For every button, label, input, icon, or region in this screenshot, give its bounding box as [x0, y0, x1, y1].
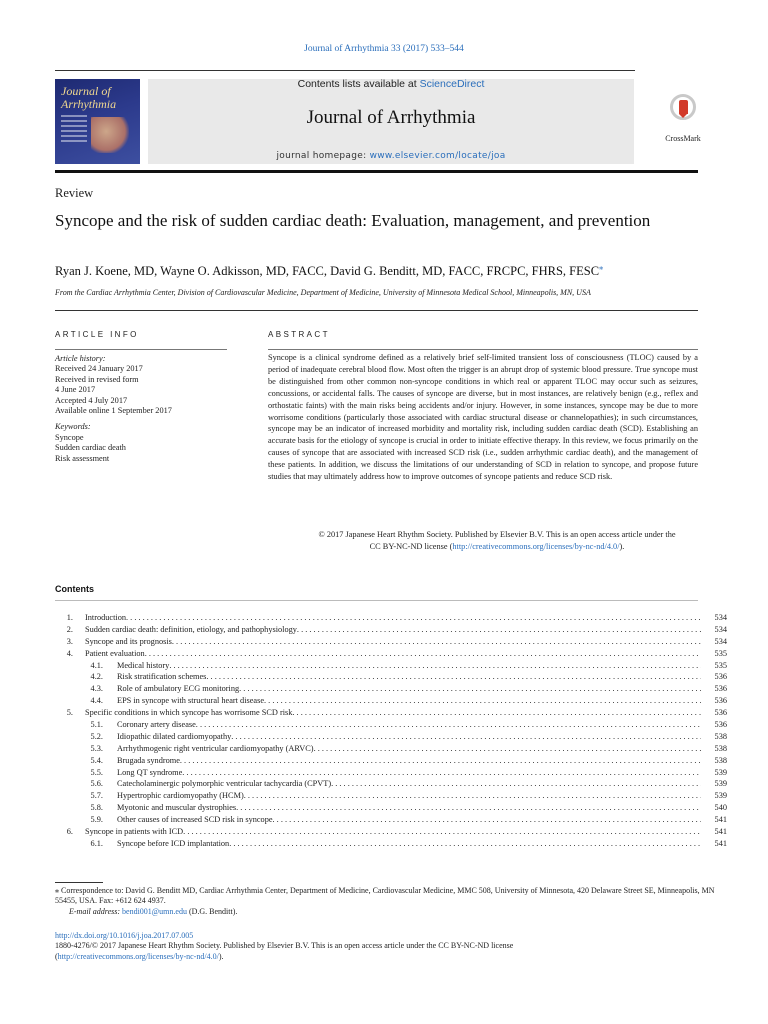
affiliation: From the Cardiac Arrhythmia Center, Division of Cardiovascular Medicine, Department of Medicine, University of Minnesota Medical School, Minneapolis, MN, USA	[55, 288, 591, 297]
toc-entry-page: 536	[714, 720, 727, 730]
toc-entry-number: 4.1.	[90, 660, 103, 670]
toc-entry-title[interactable]: EPS in syncope with structural heart disease	[117, 696, 265, 706]
toc-entry-title[interactable]: Long QT syndrome	[117, 767, 183, 777]
toc-entry[interactable]	[55, 648, 727, 660]
toc-entry[interactable]	[55, 731, 727, 743]
toc-entry-page: 534	[714, 613, 727, 622]
contents-rule	[55, 600, 698, 601]
keyword: Syncope	[55, 432, 84, 442]
crossmark-icon[interactable]	[670, 94, 696, 120]
toc-leader-dots	[239, 683, 701, 695]
toc-entry-page: 541	[714, 827, 727, 837]
toc-leader-dots	[331, 778, 701, 790]
toc-entry-number: 5.7.	[90, 791, 103, 801]
abstract-copyright	[268, 529, 726, 553]
toc-entry-title[interactable]: Syncope and its prognosis	[85, 636, 172, 646]
toc-entry[interactable]	[55, 767, 727, 779]
toc-entry[interactable]	[55, 695, 727, 707]
toc-entry[interactable]	[55, 612, 727, 624]
cover-title: Journal of Arrhythmia	[61, 84, 117, 111]
paper-title: Syncope and the risk of sudden cardiac death: Evaluation, management, and prevention	[55, 211, 651, 230]
history-item: Received 24 January 2017	[55, 364, 143, 374]
toc-entry-page: 541	[714, 838, 727, 848]
cover-text-lines	[61, 115, 87, 145]
crossmark-flag	[679, 100, 688, 114]
history-item: Accepted 4 July 2017	[55, 395, 128, 405]
toc-leader-dots	[231, 731, 701, 743]
email-link[interactable]: bendi001@umn.edu	[122, 906, 187, 916]
toc-entry-number: 6.1.	[90, 838, 103, 848]
doi-license-line	[55, 952, 727, 962]
toc-entry[interactable]	[55, 790, 727, 802]
toc-entry-number: 1.	[66, 613, 73, 622]
toc-entry-number: 4.3.	[90, 684, 103, 694]
history-item: Available online 1 September 2017	[55, 406, 172, 416]
journal-reference[interactable]: Journal of Arrhythmia 33 (2017) 533–544	[304, 44, 464, 54]
toc-entry-title[interactable]: Brugada syndrome	[117, 755, 180, 765]
copyright-line: © 2017 Japanese Heart Rhythm Society. Published by Elsevier B.V. This is an open access article under the	[318, 530, 676, 539]
toc-entry[interactable]	[55, 755, 727, 767]
license-prefix: CC BY-NC-ND license (	[369, 541, 453, 551]
doi-license-link[interactable]: http://creativecommons.org/licenses/by-nc-nd/4.0/	[57, 951, 219, 961]
toc-entry-title[interactable]: Catecholaminergic polymorphic ventricular tachycardia (CPVT)	[117, 779, 332, 789]
abstract-heading: ABSTRACT	[268, 330, 330, 339]
corresponding-author-mark[interactable]: ⁎	[599, 263, 604, 272]
toc-entry-number: 4.4.	[90, 696, 103, 706]
issn-license-line: 1880-4276/© 2017 Japanese Heart Rhythm Society. Published by Elsevier B.V. This is an open access article under the CC BY-NC-ND license	[55, 941, 514, 951]
header-divider	[55, 70, 635, 71]
table-of-contents	[55, 612, 727, 850]
toc-entry-title[interactable]: Introduction	[85, 613, 127, 622]
doi-license-suffix: ).	[218, 951, 224, 961]
toc-entry[interactable]	[55, 719, 727, 731]
toc-entry-title[interactable]: Hypertrophic cardiomyopathy (HCM)	[117, 791, 244, 801]
toc-entry-page: 534	[714, 636, 727, 646]
journal-title: Journal of Arrhythmia	[306, 107, 476, 128]
toc-entry-page: 541	[714, 815, 727, 825]
toc-entry-title[interactable]: Syncope before ICD implantation	[117, 838, 230, 848]
homepage-label: journal homepage:	[276, 151, 370, 161]
toc-entry[interactable]	[55, 826, 727, 838]
sciencedirect-link[interactable]: ScienceDirect	[419, 78, 485, 90]
toc-entry-page: 534	[714, 624, 727, 634]
toc-entry-number: 5.8.	[90, 803, 103, 813]
toc-leader-dots	[172, 636, 701, 648]
toc-leader-dots	[236, 802, 701, 814]
abstract-rule	[268, 349, 698, 350]
toc-entry[interactable]	[55, 778, 727, 790]
toc-entry-number: 5.	[66, 708, 73, 718]
toc-entry-number: 5.9.	[90, 815, 103, 825]
article-type: Review	[55, 186, 94, 200]
toc-entry-page: 539	[714, 779, 727, 789]
toc-entry-title[interactable]: Other causes of increased SCD risk in syncope	[117, 815, 273, 825]
toc-leader-dots	[145, 648, 701, 660]
toc-entry-title[interactable]: Specific conditions in which syncope has worrisome SCD risk	[85, 708, 293, 718]
toc-entry-number: 4.2.	[90, 672, 103, 682]
toc-entry-page: 539	[714, 767, 727, 777]
correspondence-text	[55, 886, 727, 907]
toc-leader-dots	[126, 612, 701, 624]
toc-entry-title[interactable]: Syncope in patients with ICD	[85, 827, 184, 837]
toc-leader-dots	[180, 755, 701, 767]
cover-heart-graphic	[91, 117, 129, 153]
article-info-rule	[55, 349, 227, 350]
toc-entry[interactable]	[55, 814, 727, 826]
toc-entry[interactable]	[55, 743, 727, 755]
toc-entry-title[interactable]: Coronary artery disease	[117, 720, 196, 730]
toc-entry[interactable]	[55, 636, 727, 648]
keyword: Risk assessment	[55, 453, 110, 463]
email-line	[55, 907, 727, 917]
toc-entry-title[interactable]: Myotonic and muscular dystrophies	[117, 803, 237, 813]
doi-link[interactable]: http://dx.doi.org/10.1016/j.joa.2017.07.005	[55, 931, 194, 940]
contents-available-text: Contents lists available at	[297, 78, 420, 90]
toc-entry-page: 536	[714, 672, 727, 682]
footnote-rule	[55, 882, 103, 883]
contents-heading: Contents	[55, 584, 94, 594]
author-list	[55, 263, 715, 279]
toc-leader-dots	[206, 671, 701, 683]
article-info-heading: ARTICLE INFO	[55, 330, 139, 339]
authors-text: Ryan J. Koene, MD, Wayne O. Adkisson, MD, FACC, David G. Benditt, MD, FACC, FRCPC, FHRS, FESC	[55, 264, 600, 279]
toc-entry-title[interactable]: Risk stratification schemes	[117, 672, 207, 682]
history-item: 4 June 2017	[55, 385, 96, 395]
toc-entry[interactable]	[55, 707, 727, 719]
toc-entry-title[interactable]: Patient evaluation	[85, 648, 145, 658]
abstract-text: Syncope is a clinical syndrome defined as a relatively brief self-limited transient loss of consciousness (TLOC) caused by a period of inadequate cerebral blood flow. Most often the trigger is an abrupt drop of systemic blood pressure. True syncope must be distinguished from other common non-syncope conditions in which real or apparent TLOC may occur such as seizures, concussions, or accidental falls. The causes of syncope are diverse, but in most instances, are relatively benign (e.g., reflex and orthostatic faints) with the main risks being accidents and/or injury. However, in some instances, syncope may be due to more worrisome conditions (particularly those associated with cardiac structural disease or channelopathies); in such circumstances, syncope may be an indicator of increased morbidity and mortality risk, including sudden cardiac death (SCD). Establishing an accurate basis for the etiology of syncope is crucial in order to initiate effective therapy. In this review, we focus primarily on the causes of syncope that are associated with increased SCD risk (i.e., sudden arrhythmic cardiac death), and the management of these patients. In addition, we discuss the limitations of our understanding of SCD in relation to syncope, and propose future studies that may ultimately address how to improve outcomes of syncope patients and reduce SCD risk.	[268, 353, 698, 482]
toc-entry-title[interactable]: Sudden cardiac death: definition, etiology, and pathophysiology	[85, 624, 297, 634]
toc-entry-number: 5.3.	[90, 743, 103, 753]
journal-homepage	[148, 151, 634, 161]
toc-entry-title[interactable]: Arrhythmogenic right ventricular cardiomyopathy (ARVC)	[117, 743, 314, 753]
keyword: Sudden cardiac death	[55, 443, 126, 453]
toc-entry-page: 536	[714, 696, 727, 706]
license-line	[268, 541, 726, 553]
article-info	[55, 354, 230, 464]
toc-entry-number: 6.	[66, 827, 73, 837]
toc-leader-dots	[292, 707, 701, 719]
toc-entry-page: 538	[714, 731, 727, 741]
journal-cover-image	[55, 79, 140, 164]
toc-entry-number: 5.5.	[90, 767, 103, 777]
toc-entry-page: 536	[714, 708, 727, 718]
keywords-label: Keywords:	[55, 422, 91, 432]
toc-entry-number: 4.	[66, 648, 73, 658]
toc-leader-dots	[229, 838, 701, 850]
correspondence-footnote	[55, 886, 727, 917]
toc-entry-page: 539	[714, 791, 727, 801]
license-suffix: ).	[619, 541, 625, 551]
toc-entry[interactable]	[55, 802, 727, 814]
toc-entry-number: 3.	[66, 636, 73, 646]
toc-entry-page: 535	[714, 660, 727, 670]
toc-entry-title[interactable]: Medical history	[117, 660, 170, 670]
masthead-divider	[55, 170, 698, 173]
history-label: Article history:	[55, 354, 106, 363]
doi-block	[55, 931, 727, 962]
toc-entry[interactable]	[55, 660, 727, 672]
contents-available	[148, 78, 634, 90]
toc-leader-dots	[264, 695, 701, 707]
toc-entry-number: 2.	[66, 624, 73, 634]
correspondence-body: Correspondence to: David G. Benditt MD, Cardiac Arrhythmia Center, Department of Medicine, Cardiovascular Medicine, MMC 508, University of Minnesota, 420 Delaware Street SE, Minneapolis, MN 55455, USA. Fax: +612 624 4937.	[55, 886, 715, 906]
toc-leader-dots	[297, 624, 701, 636]
homepage-link[interactable]: www.elsevier.com/locate/joa	[369, 151, 506, 161]
toc-leader-dots	[314, 743, 701, 755]
toc-entry-title[interactable]: Idiopathic dilated cardiomyopathy	[117, 731, 232, 741]
toc-entry[interactable]	[55, 683, 727, 695]
section-divider	[55, 310, 698, 311]
toc-entry-page: 535	[714, 648, 727, 658]
toc-entry[interactable]	[55, 838, 727, 850]
toc-leader-dots	[182, 767, 701, 779]
toc-leader-dots	[183, 826, 701, 838]
crossmark-label[interactable]: CrossMark	[665, 134, 701, 143]
toc-leader-dots	[169, 660, 701, 672]
history-item: Received in revised form	[55, 374, 139, 384]
toc-entry-title[interactable]: Role of ambulatory ECG monitoring	[117, 684, 240, 694]
doi-license-prefix: (	[55, 951, 58, 961]
toc-entry-number: 5.4.	[90, 755, 103, 765]
footnote-mark: ⁎	[55, 886, 59, 895]
toc-entry-page: 538	[714, 743, 727, 753]
toc-entry-page: 538	[714, 755, 727, 765]
toc-leader-dots	[273, 814, 701, 826]
toc-entry-number: 5.2.	[90, 731, 103, 741]
license-link[interactable]: http://creativecommons.org/licenses/by-nc-nd/4.0/	[452, 541, 620, 551]
toc-entry-number: 5.6.	[90, 779, 103, 789]
toc-leader-dots	[244, 790, 701, 802]
email-suffix: (D.G. Benditt).	[186, 906, 238, 916]
toc-leader-dots	[196, 719, 701, 731]
toc-entry-number: 5.1.	[90, 720, 103, 730]
toc-entry[interactable]	[55, 671, 727, 683]
toc-entry-page: 540	[714, 803, 727, 813]
toc-entry-page: 536	[714, 684, 727, 694]
email-label: E-mail address:	[69, 906, 123, 916]
toc-entry[interactable]	[55, 624, 727, 636]
